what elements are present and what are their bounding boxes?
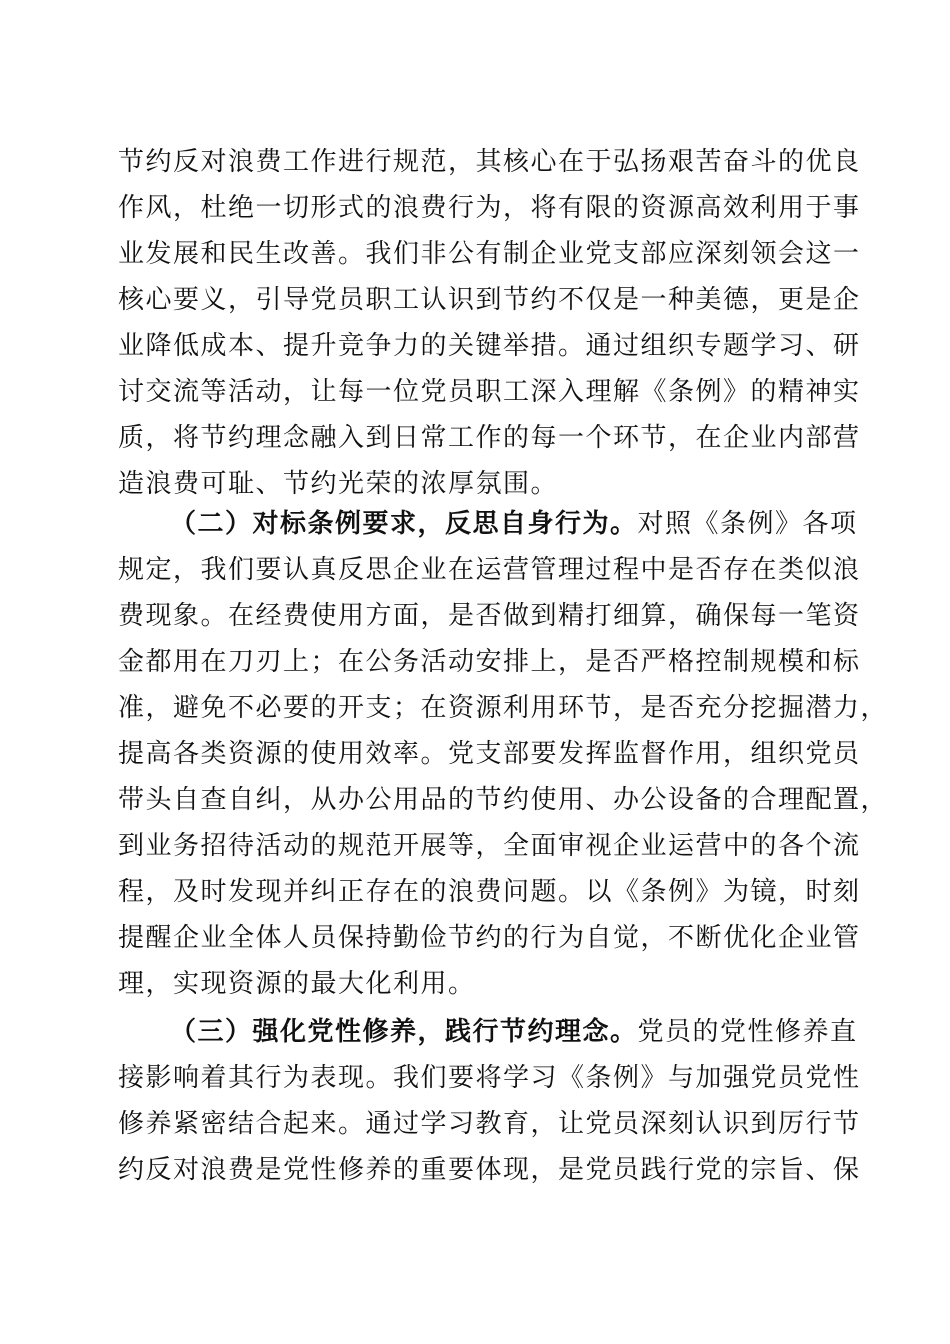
paragraph-line: 到业务招待活动的规范开展等，全面审视企业运营中的各个流 xyxy=(118,831,861,861)
first-line-text: 对照《条例》各项 xyxy=(637,509,858,539)
paragraph-line: 规定，我们要认真反思企业在运营管理过程中是否存在类似浪 xyxy=(118,555,861,585)
paragraph-line: 核心要义，引导党员职工认识到节约不仅是一种美德，更是企 xyxy=(118,285,861,315)
paragraph-line: 修养紧密结合起来。通过学习教育，让党员深刻认识到厉行节 xyxy=(118,1109,861,1139)
paragraph-line: 程，及时发现并纠正存在的浪费问题。以《条例》为镜，时刻 xyxy=(118,877,861,907)
paragraph-line: 费现象。在经费使用方面，是否做到精打细算，确保每一笔资 xyxy=(118,601,861,631)
section-heading: （三）强化党性修养，践行节约理念。 xyxy=(170,1017,638,1047)
paragraph-line: 提高各类资源的使用效率。党支部要发挥监督作用，组织党员 xyxy=(118,739,861,769)
paragraph-first-line xyxy=(170,1012,858,1052)
paragraph-line: 讨交流等活动，让每一位党员职工深入理解《条例》的精神实 xyxy=(118,377,861,407)
paragraph-line: 金都用在刀刃上；在公务活动安排上，是否严格控制规模和标 xyxy=(118,647,861,677)
paragraph-line: 节约反对浪费工作进行规范，其核心在于弘扬艰苦奋斗的优良 xyxy=(118,147,861,177)
paragraph-line: 业发展和民生改善。我们非公有制企业党支部应深刻领会这一 xyxy=(118,239,861,269)
paragraph-line: 提醒企业全体人员保持勤俭节约的行为自觉，不断优化企业管 xyxy=(118,923,861,953)
paragraph-first-line xyxy=(170,504,858,544)
paragraph-line: 接影响着其行为表现。我们要将学习《条例》与加强党员党性 xyxy=(118,1063,861,1093)
paragraph-line: 造浪费可耻、节约光荣的浓厚氛围。 xyxy=(118,469,559,499)
first-line-text: 党员的党性修养直 xyxy=(637,1017,858,1047)
paragraph-line: 业降低成本、提升竞争力的关键举措。通过组织专题学习、研 xyxy=(118,331,861,361)
paragraph-line: 准，避免不必要的开支；在资源利用环节，是否充分挖掘潜力， xyxy=(118,693,889,723)
paragraph-line: 质，将节约理念融入到日常工作的每一个环节，在企业内部营 xyxy=(118,423,861,453)
paragraph-line: 理，实现资源的最大化利用。 xyxy=(118,969,476,999)
section-heading: （二）对标条例要求，反思自身行为。 xyxy=(170,509,638,539)
paragraph-line: 约反对浪费是党性修养的重要体现，是党员践行党的宗旨、保 xyxy=(118,1155,861,1185)
paragraph-line: 作风，杜绝一切形式的浪费行为，将有限的资源高效利用于事 xyxy=(118,193,861,223)
paragraph-line: 带头自查自纠，从办公用品的节约使用、办公设备的合理配置， xyxy=(118,785,889,815)
